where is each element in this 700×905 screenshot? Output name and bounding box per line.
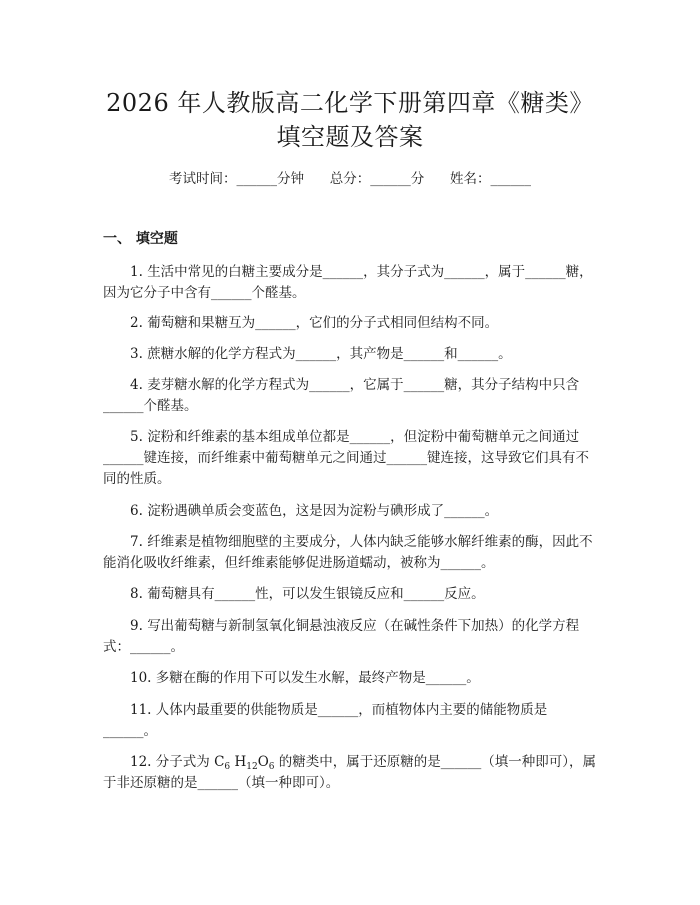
- question-4: [103, 375, 599, 417]
- question-text: 写出葡萄糖与新制氢氧化铜悬浊液反应（在碱性条件下加热）的化学方程式：______。: [103, 618, 580, 655]
- question-text: 纤维素是植物细胞壁的主要成分，人体内缺乏能够水解纤维素的酶，因此不能消化吸收纤维素，但纤维素能够促进肠道蠕动，被称为______。: [103, 534, 593, 571]
- question-1: [103, 262, 599, 304]
- question-3: [103, 344, 599, 365]
- question-6: [103, 501, 599, 522]
- question-text-after: 的糖类中，属于还原糖的是______（填一种即可），属于非还原糖的是______（填一种即可）。: [103, 754, 597, 791]
- question-7: [103, 532, 599, 574]
- question-text: 人体内最重要的供能物质是______，而植物体内主要的储能物质是______。: [103, 702, 548, 739]
- question-number: 9.: [130, 618, 143, 634]
- question-text: 葡萄糖和果糖互为______，它们的分子式相同但结构不同。: [147, 315, 499, 331]
- question-text: 淀粉和纤维素的基本组成单位都是______，但淀粉中葡萄糖单元之间通过______键连接，而纤维素中葡萄糖单元之间通过______键连接，这导致它们具有不同的性质。: [103, 429, 589, 487]
- question-number: 3.: [130, 346, 143, 362]
- question-number: 6.: [130, 503, 143, 519]
- question-10: [103, 668, 599, 689]
- question-11: [103, 700, 599, 742]
- question-number: 5.: [130, 429, 143, 445]
- question-text: 淀粉遇碘单质会变蓝色，这是因为淀粉与碘形成了______。: [147, 503, 499, 519]
- question-number: 11.: [130, 702, 152, 718]
- question-number: 8.: [130, 586, 143, 602]
- question-number: 7.: [130, 534, 143, 550]
- molecular-formula: $C_6$ $H_{12}O_6$: [214, 754, 275, 772]
- question-number: 12.: [130, 754, 152, 770]
- question-text: 蔗糖水解的化学方程式为______，其产物是______和______。: [147, 346, 512, 362]
- question-text: 多糖在酶的作用下可以发生水解，最终产物是______。: [155, 670, 480, 686]
- question-2: [103, 313, 599, 334]
- document-title-line2: 填空题及答案: [276, 123, 424, 151]
- section-heading: 一、 填空题: [103, 231, 178, 247]
- question-number: 2.: [130, 315, 143, 331]
- question-text: 生活中常见的白糖主要成分是______，其分子式为______，属于______糖，因为它分子中含有______个醛基。: [103, 264, 593, 301]
- question-text: 麦芽糖水解的化学方程式为______，它属于______糖，其分子结构中只含______个醛基。: [103, 377, 580, 414]
- question-5: [103, 427, 599, 490]
- question-8: [103, 584, 599, 605]
- question-12: [103, 752, 599, 794]
- document-title-line1: 2026 年人教版高二化学下册第四章《糖类》: [106, 89, 594, 117]
- question-number: 4.: [130, 377, 143, 393]
- exam-info: 考试时间：______分钟 总分：______分 姓名：______: [169, 171, 531, 187]
- question-text-before: 分子式为: [155, 754, 210, 770]
- question-number: 10.: [130, 670, 152, 686]
- question-9: [103, 616, 599, 658]
- question-text: 葡萄糖具有______性，可以发生银镜反应和______反应。: [147, 586, 485, 602]
- question-number: 1.: [130, 264, 143, 280]
